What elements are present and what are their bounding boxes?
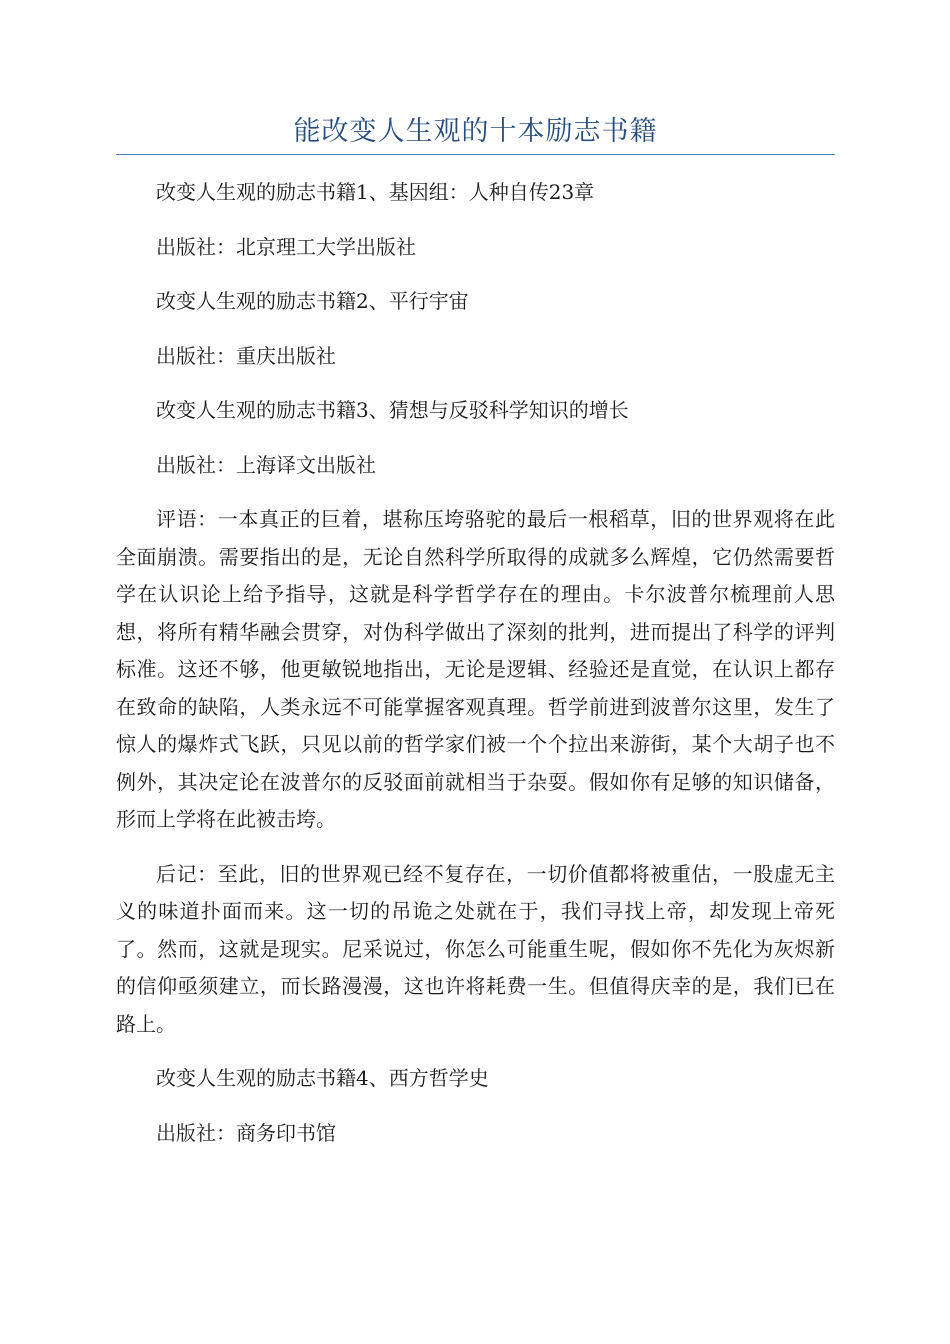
book-3-publisher: 出版社：上海译文出版社 (156, 452, 376, 477)
book-2-publisher: 出版社：重庆出版社 (156, 343, 336, 368)
book-3-afterword: 后记：至此，旧的世界观已经不复存在，一切价值都将被重估，一股虚无主义的味道扑面而来。这一切的吊诡之处就在于，我们寻找上帝，却发现上帝死了。然而，这就是现实。尼采说过，你怎么可能重生呢，假如你不先化为灰烬新的信仰亟须建立，而长路漫漫，这也许将耗费一生。但值得庆幸的是，我们已在路上。 (116, 861, 835, 1036)
book-1-publisher: 出版社：北京理工大学出版社 (156, 234, 416, 259)
document-body (116, 174, 835, 1152)
book-1-heading: 改变人生观的励志书籍1、基因组：人种自传23章 (156, 180, 595, 204)
document-title: 能改变人生观的十本励志书籍 (293, 116, 658, 147)
book-3-review: 评语：一本真正的巨着，堪称压垮骆驼的最后一根稻草，旧的世界观将在此全面崩溃。需要指出的是，无论自然科学所取得的成就多么辉煌，它仍然需要哲学在认识论上给予指导，这就是科学哲学存在的理由。卡尔波普尔梳理前人思想，将所有精华融会贯穿，对伪科学做出了深刻的批判，进而提出了科学的评判标准。这还不够，他更敏锐地指出，无论是逻辑、经验还是直觉，在认识上都存在致命的缺陷，人类永远不可能掌握客观真理。哲学前进到波普尔这里，发生了惊人的爆炸式飞跃，只见以前的哲学家们被一个个拉出来游街，某个大胡子也不例外，其决定论在波普尔的反驳面前就相当于杂耍。假如你有足够的知识储备，形而上学将在此被击垮。 (116, 507, 835, 831)
book-3-heading: 改变人生观的励志书籍3、猜想与反驳科学知识的增长 (156, 398, 629, 422)
book-4-heading: 改变人生观的励志书籍4、西方哲学史 (156, 1066, 489, 1090)
title-underline (116, 154, 835, 155)
book-4-publisher: 出版社：商务印书馆 (156, 1120, 336, 1145)
book-2-heading: 改变人生观的励志书籍2、平行宇宙 (156, 289, 469, 313)
